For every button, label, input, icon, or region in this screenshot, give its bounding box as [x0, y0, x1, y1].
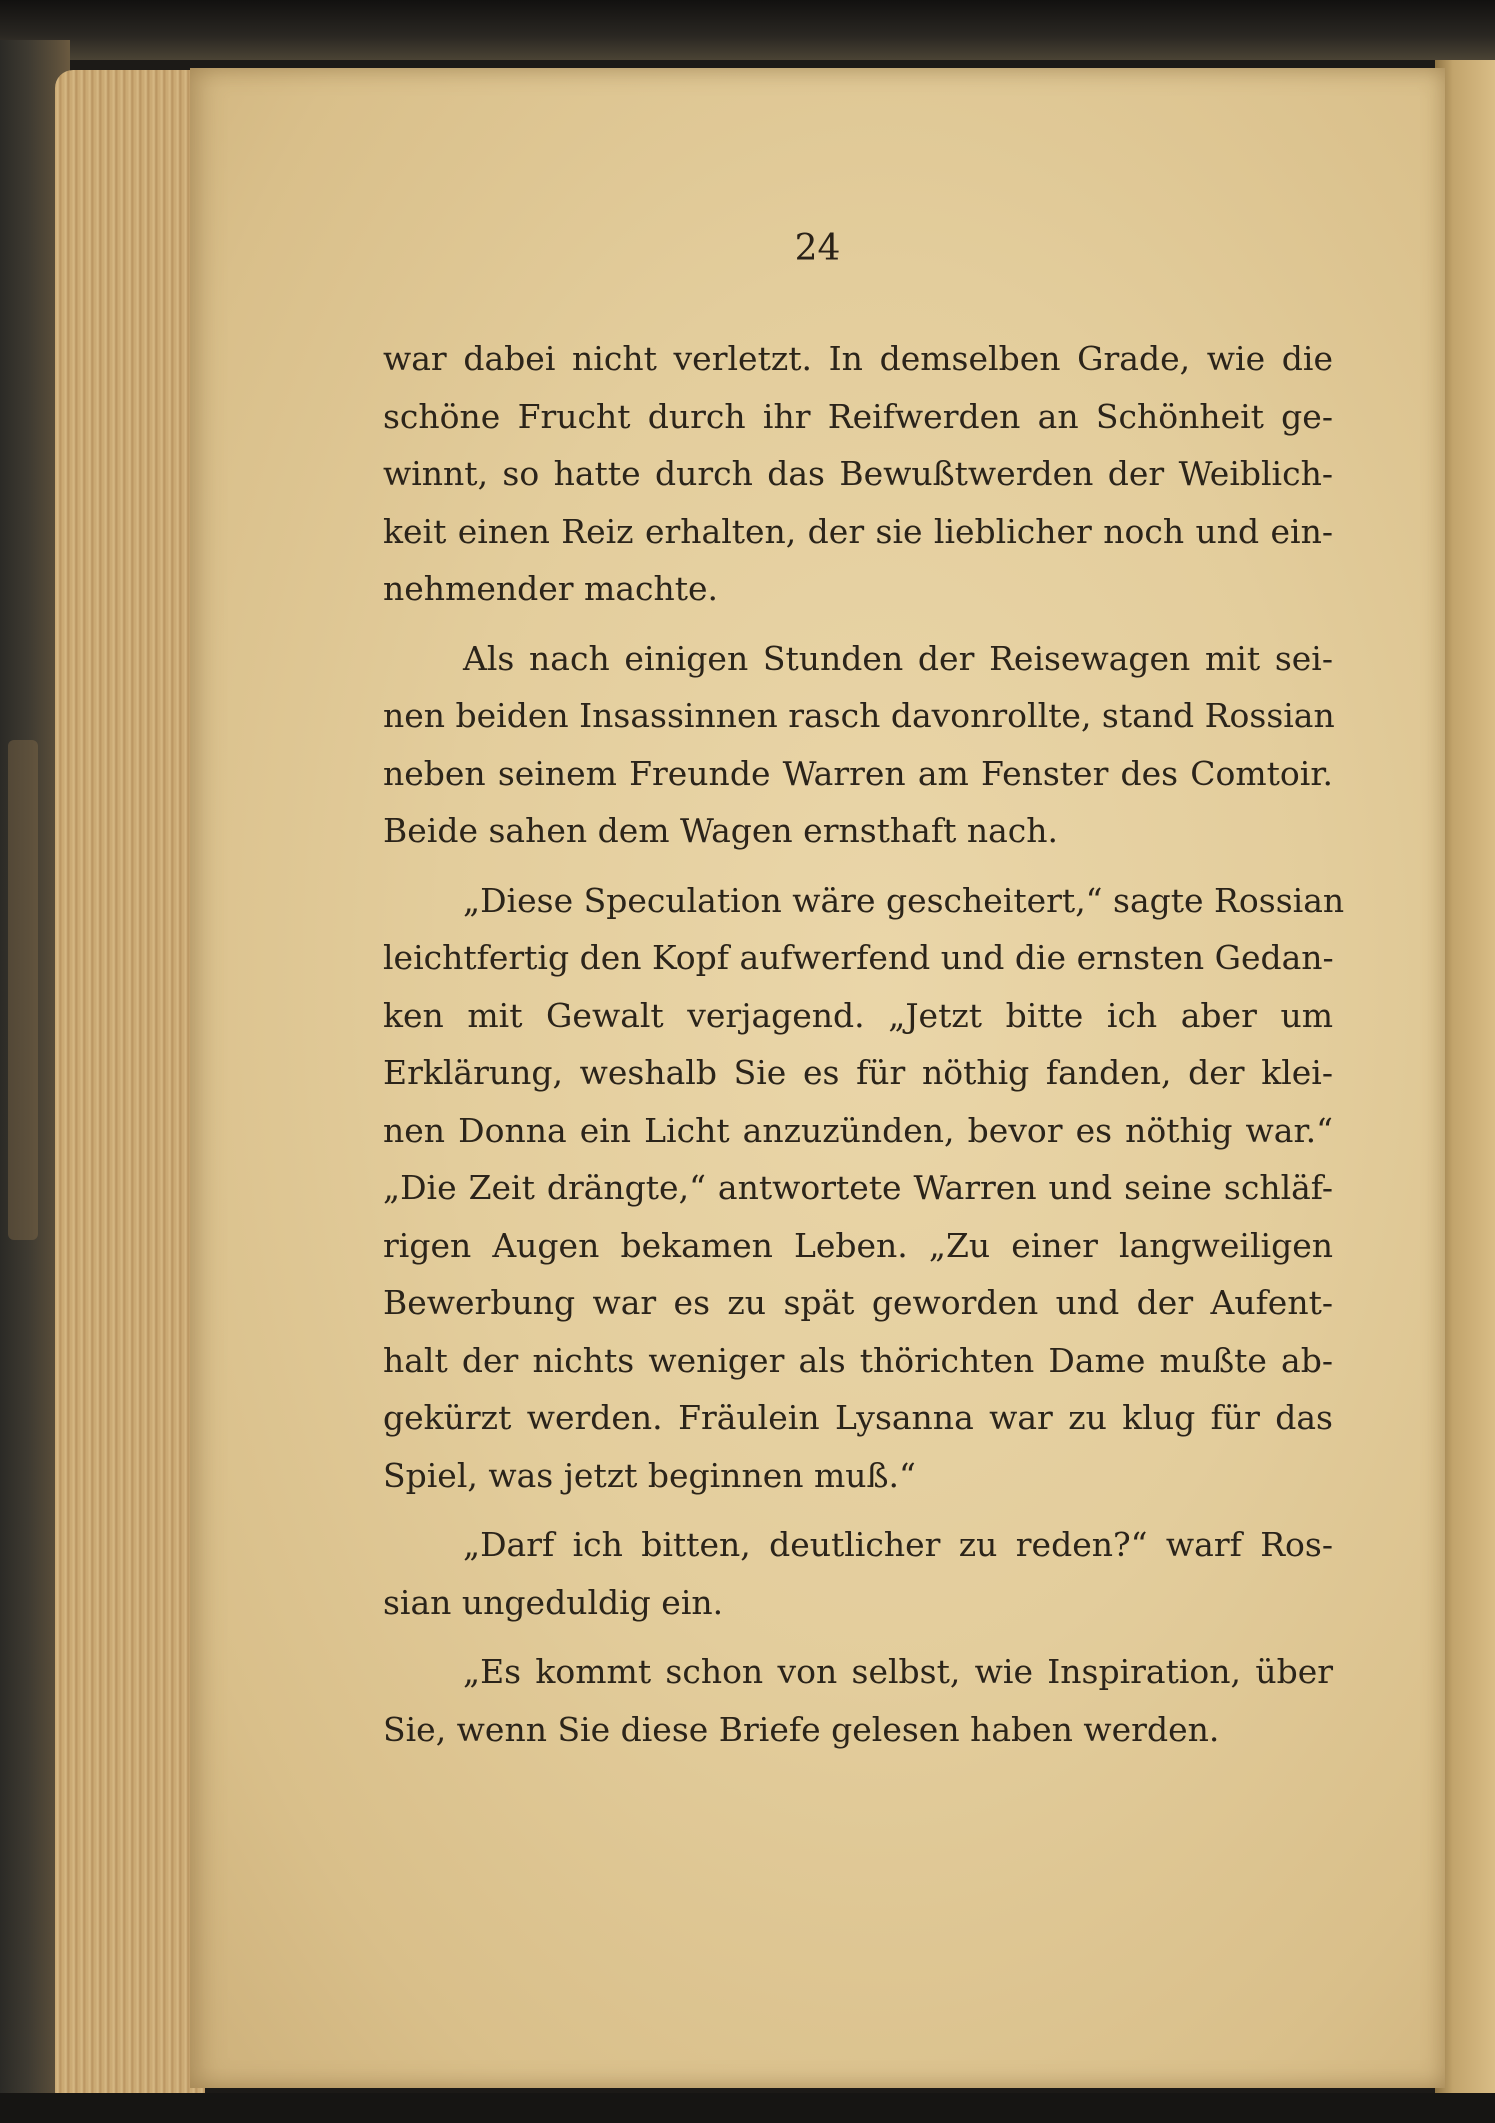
- text-line: leichtfertig den Kopf aufwerfend und die ernsten Gedan-: [383, 938, 1334, 977]
- text-line: „Diese Speculation wäre gescheitert,“ sagte Rossian: [463, 880, 1345, 920]
- text-line: halt der nichts weniger als thörichten Dame mußte ab-: [383, 1340, 1333, 1380]
- bottom-shadow: [0, 2093, 1495, 2123]
- paragraph-gap: [383, 1504, 1333, 1516]
- text-line: schöne Frucht durch ihr Reifwerden an Schönheit ge-: [383, 396, 1333, 436]
- text-line: „Die Zeit drängte,“ antwortete Warren und seine schläf-: [383, 1168, 1333, 1207]
- top-shadow: [0, 0, 1495, 60]
- text-line: sian ungeduldig ein.: [383, 1582, 724, 1622]
- body-text: [383, 330, 1345, 1758]
- text-line: gekürzt werden. Fräulein Lysanna war zu klug für das: [383, 1398, 1333, 1437]
- paragraph-gap: [383, 1631, 1333, 1643]
- text-line: Erklärung, weshalb Sie es für nöthig fanden, der klei-: [383, 1053, 1333, 1092]
- text-line: Beide sahen dem Wagen ernsthaft nach.: [383, 811, 1058, 850]
- text-line: war dabei nicht verletzt. In demselben Grade, wie die: [383, 339, 1333, 378]
- text-line: rigen Augen bekamen Leben. „Zu einer langweiligen: [383, 1225, 1333, 1265]
- text-line: nen beiden Insassinnen rasch davonrollte, stand Rossian: [383, 696, 1335, 735]
- text-line: nen Donna ein Licht anzuzünden, bevor es nöthig war.“: [383, 1110, 1333, 1150]
- text-line: ken mit Gewalt verjagend. „Jetzt bitte ich aber um: [383, 995, 1333, 1035]
- text-line: „Es kommt schon von selbst, wie Inspiration, über: [463, 1652, 1333, 1691]
- text-line: neben seinem Freunde Warren am Fenster des Comtoir.: [383, 753, 1333, 793]
- paragraph-gap: [383, 860, 1333, 872]
- text-line: winnt, so hatte durch das Bewußtwerden der Weiblich-: [383, 454, 1333, 493]
- text-line: Bewerbung war es zu spät geworden und der Aufent-: [383, 1283, 1333, 1322]
- text-line: Spiel, was jetzt beginnen muß.“: [383, 1455, 916, 1495]
- text-line: Als nach einigen Stunden der Reisewagen mit sei-: [463, 638, 1333, 678]
- book-page: [190, 68, 1445, 2088]
- text-line: „Darf ich bitten, deutlicher zu reden?“ warf Ros-: [463, 1525, 1333, 1564]
- text-line: Sie, wenn Sie diese Briefe gelesen haben werden.: [383, 1709, 1220, 1749]
- page-number: 24: [794, 228, 841, 269]
- text-line: keit einen Reiz erhalten, der sie lieblicher noch und ein-: [383, 511, 1333, 551]
- paragraph-gap: [383, 618, 1333, 630]
- text-line: nehmender machte.: [383, 569, 719, 608]
- page-stack-edges: [55, 70, 205, 2110]
